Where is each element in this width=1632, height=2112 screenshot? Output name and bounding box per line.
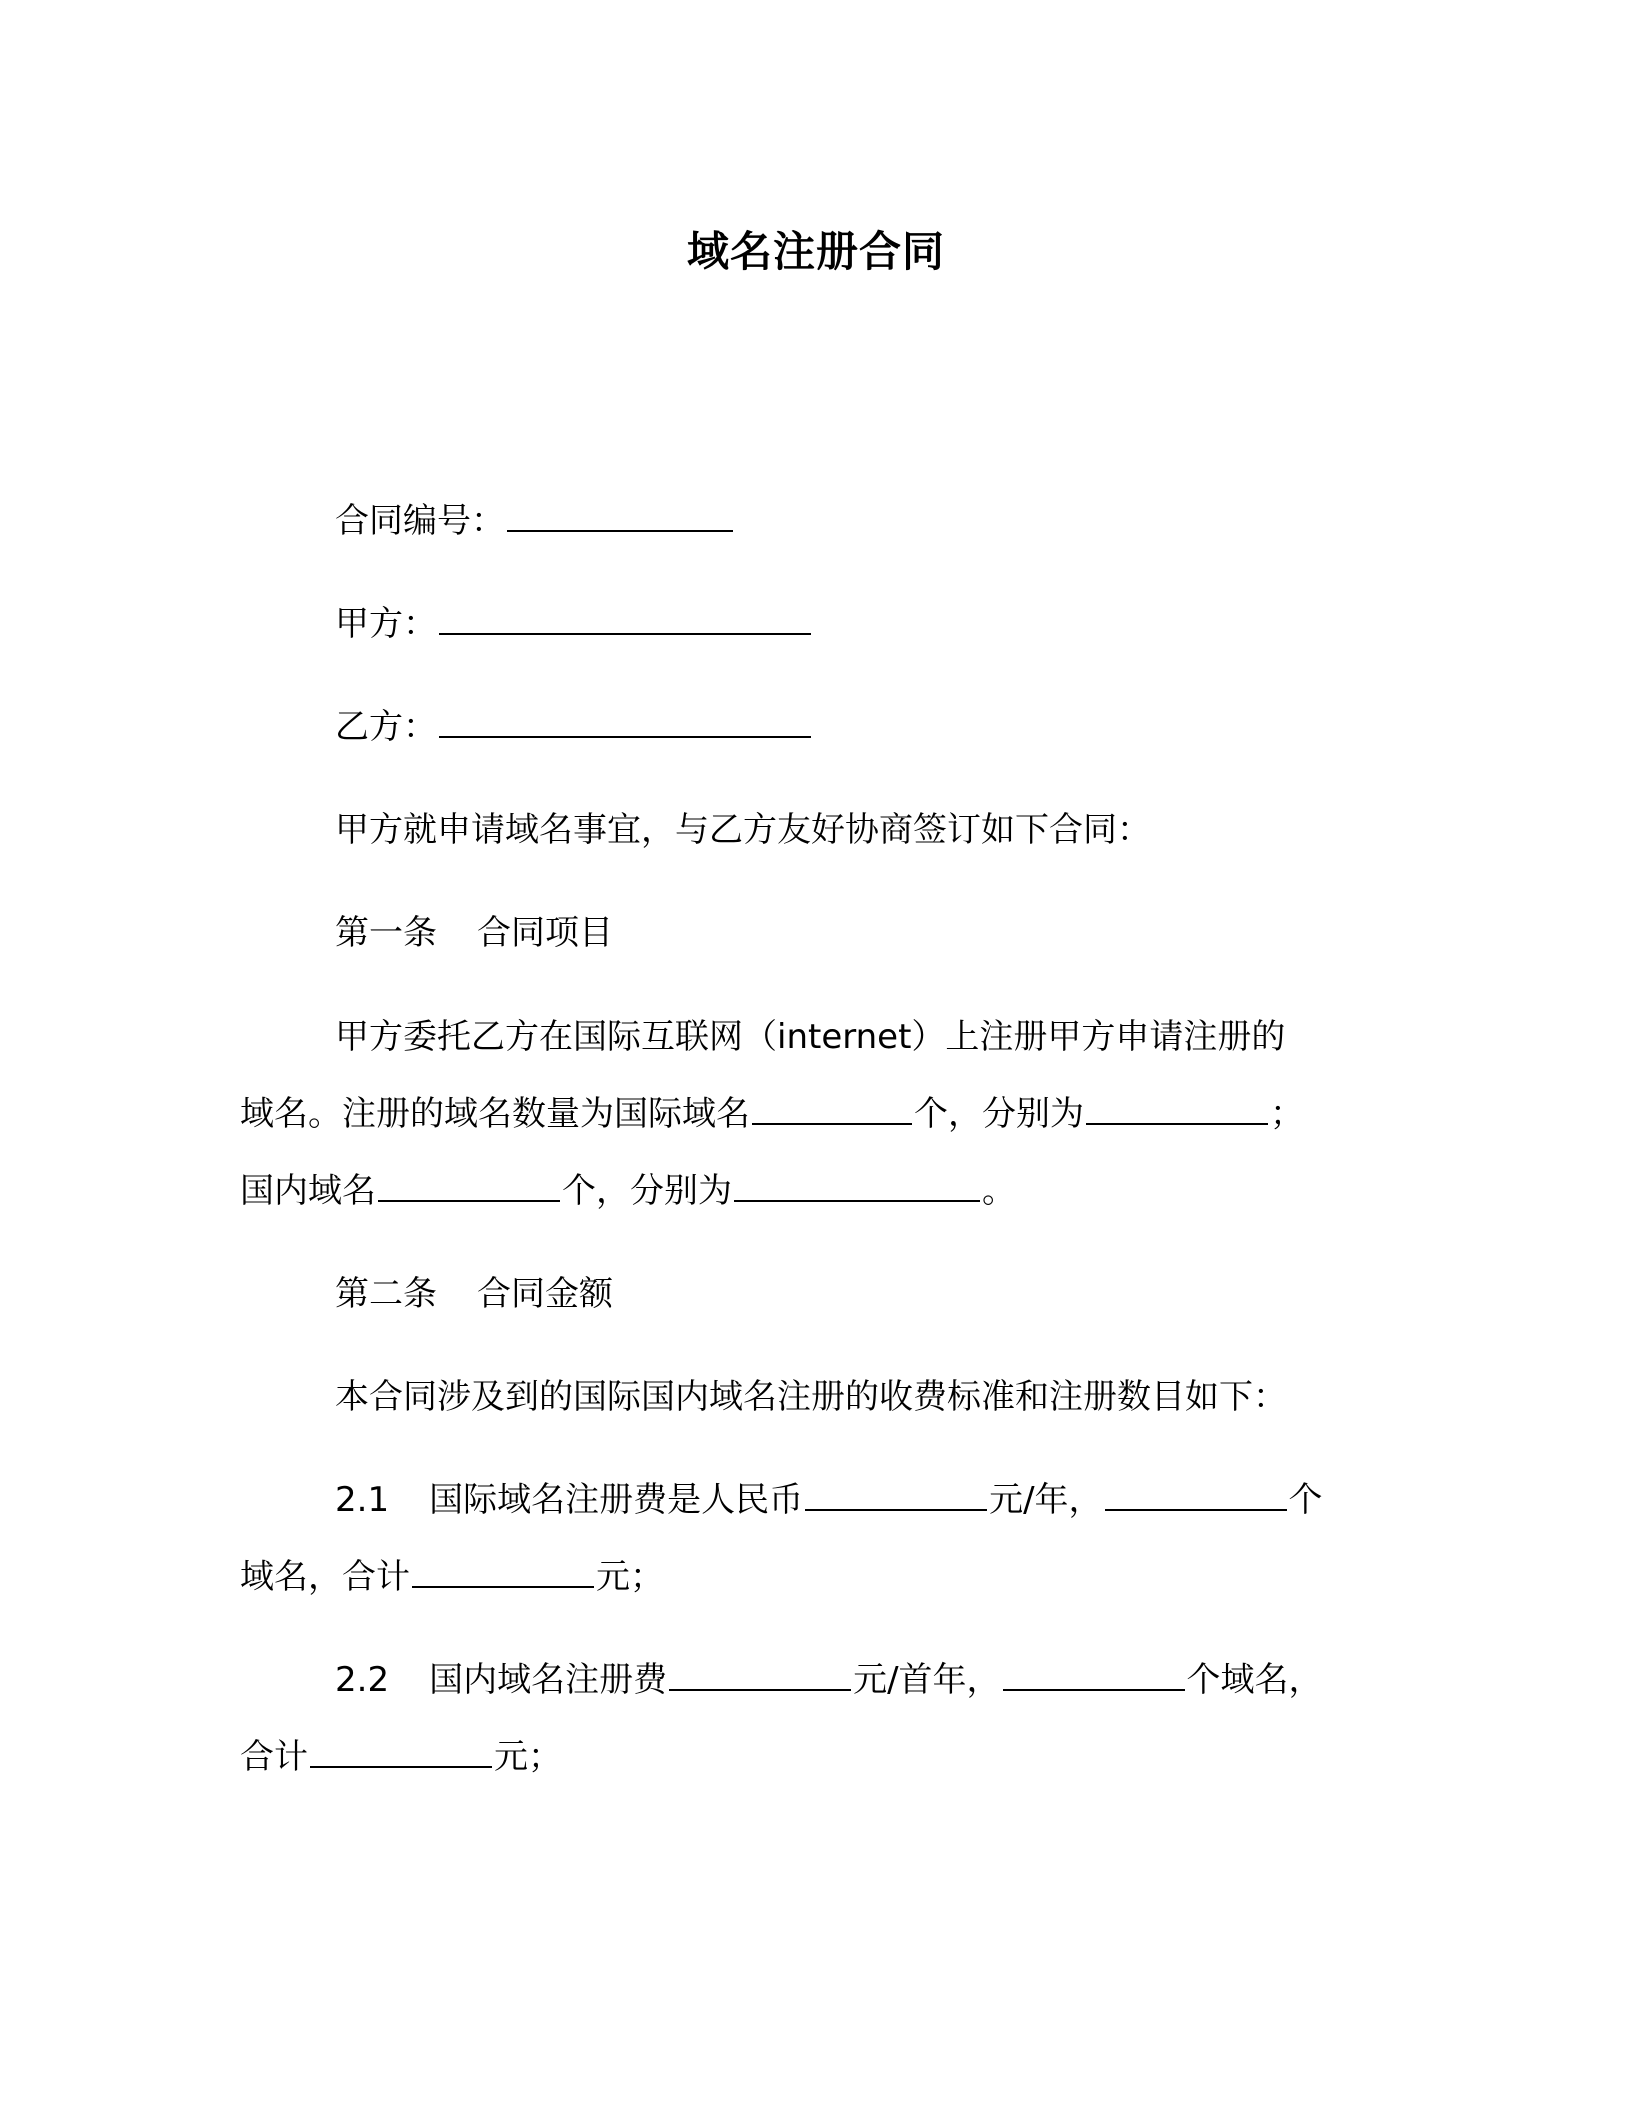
article2-number: 第二条	[335, 1274, 437, 1314]
item-2-2-text-unit: 个域名，	[1186, 1660, 1323, 1700]
item-2-1-number: 2.1	[335, 1480, 390, 1520]
domestic-domain-count-blank[interactable]	[378, 1170, 560, 1202]
item-2-1-text-total: 域名，合计	[240, 1557, 410, 1597]
article1-line3	[240, 1167, 1016, 1215]
intro-paragraph: 甲方就申请域名事宜，与乙方友好协商签订如下合同：	[335, 810, 1151, 850]
article1-heading	[335, 909, 613, 957]
item-2-1-text-unit: 个	[1288, 1480, 1323, 1520]
intl-domain-names-blank[interactable]	[1086, 1093, 1268, 1125]
item-2-2-text-fee: 国内域名注册费	[429, 1660, 668, 1700]
domestic-total-blank[interactable]	[310, 1736, 492, 1768]
item-2-2-line2	[240, 1733, 562, 1781]
article1-line1: 甲方委托乙方在国际互联网（internet）上注册甲方申请注册的	[335, 1017, 1286, 1057]
item-2-2-text-yuan: 元；	[494, 1737, 562, 1777]
domestic-count-blank[interactable]	[1003, 1659, 1185, 1691]
domestic-domain-names-blank[interactable]	[734, 1170, 980, 1202]
article2-intro: 本合同涉及到的国际国内域名注册的收费标准和注册数目如下：	[335, 1377, 1287, 1417]
party-b-label: 乙方：	[335, 707, 437, 747]
article1-semicolon: ；	[1270, 1094, 1304, 1134]
contract-number-blank[interactable]	[507, 500, 733, 532]
item-2-2-text-total: 合计	[240, 1737, 308, 1777]
item-2-1-line2	[240, 1553, 664, 1601]
article1-text-intl-count: 域名。注册的域名数量为国际域名	[240, 1094, 750, 1134]
article1-line2	[240, 1090, 1304, 1138]
document-title: 域名注册合同	[686, 227, 945, 276]
domestic-fee-blank[interactable]	[669, 1659, 851, 1691]
intl-total-blank[interactable]	[412, 1556, 594, 1588]
party-b-blank[interactable]	[439, 706, 811, 738]
party-a-line	[335, 600, 813, 648]
article2-title: 合同金额	[477, 1274, 613, 1314]
intl-domain-count-blank[interactable]	[752, 1093, 912, 1125]
article1-period: 。	[982, 1171, 1016, 1211]
article1-number: 第一条	[335, 913, 437, 953]
item-2-2-line1	[335, 1656, 1323, 1704]
article2-heading	[335, 1270, 613, 1318]
item-2-2-number: 2.2	[335, 1660, 390, 1700]
party-b-line	[335, 703, 813, 751]
item-2-1-line1	[335, 1476, 1323, 1524]
intl-count-blank[interactable]	[1105, 1479, 1287, 1511]
contract-number-label: 合同编号：	[335, 501, 505, 541]
article1-text-respectively-2: 个，分别为	[562, 1171, 732, 1211]
item-2-1-text-yuan: 元；	[596, 1557, 664, 1597]
item-2-2-text-first-year: 元/首年，	[853, 1660, 1001, 1700]
item-2-1-text-fee: 国际域名注册费是人民币	[429, 1480, 804, 1520]
party-a-label: 甲方：	[335, 604, 437, 644]
article1-text-domestic: 国内域名	[240, 1171, 376, 1211]
party-a-blank[interactable]	[439, 603, 811, 635]
contract-number-line	[335, 497, 735, 545]
item-2-1-text-per-year: 元/年，	[989, 1480, 1103, 1520]
article1-title: 合同项目	[477, 913, 613, 953]
intl-fee-blank[interactable]	[805, 1479, 987, 1511]
article1-text-respectively: 个，分别为	[914, 1094, 1084, 1134]
